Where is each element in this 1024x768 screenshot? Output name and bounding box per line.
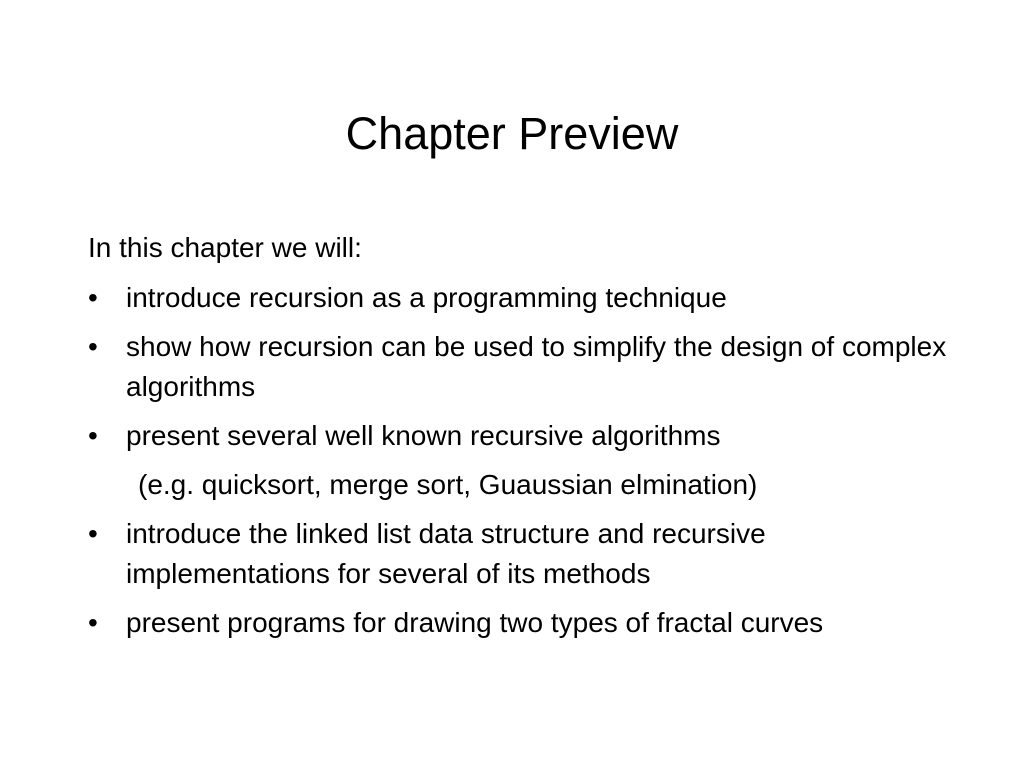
bullet-text: introduce recursion as a programming technique	[126, 282, 727, 313]
bullet-text: present programs for drawing two types of fractal curves	[126, 607, 824, 638]
bullet-text: present several well known recursive algorithms	[126, 420, 721, 451]
list-item	[88, 327, 968, 407]
intro-text: In this chapter we will:	[88, 232, 362, 263]
list-item	[88, 603, 968, 643]
bullet-list	[88, 278, 968, 643]
slide-body	[88, 228, 968, 652]
bullet-text: show how recursion can be used to simplify the design of complex algorithms	[126, 331, 947, 402]
example-note: (e.g. quicksort, merge sort, Guaussian elmination)	[138, 469, 758, 500]
list-item	[88, 514, 968, 594]
list-item	[88, 416, 968, 456]
bullet-icon: •	[88, 518, 98, 549]
list-item	[88, 278, 968, 318]
bullet-text: introduce the linked list data structure and recursive implementations for several of its methods	[126, 518, 766, 589]
bullet-icon: •	[88, 607, 98, 638]
bullet-icon: •	[88, 420, 98, 451]
slide-title: Chapter Preview	[345, 108, 679, 159]
bullet-icon: •	[88, 282, 98, 313]
bullet-icon: •	[88, 331, 98, 362]
